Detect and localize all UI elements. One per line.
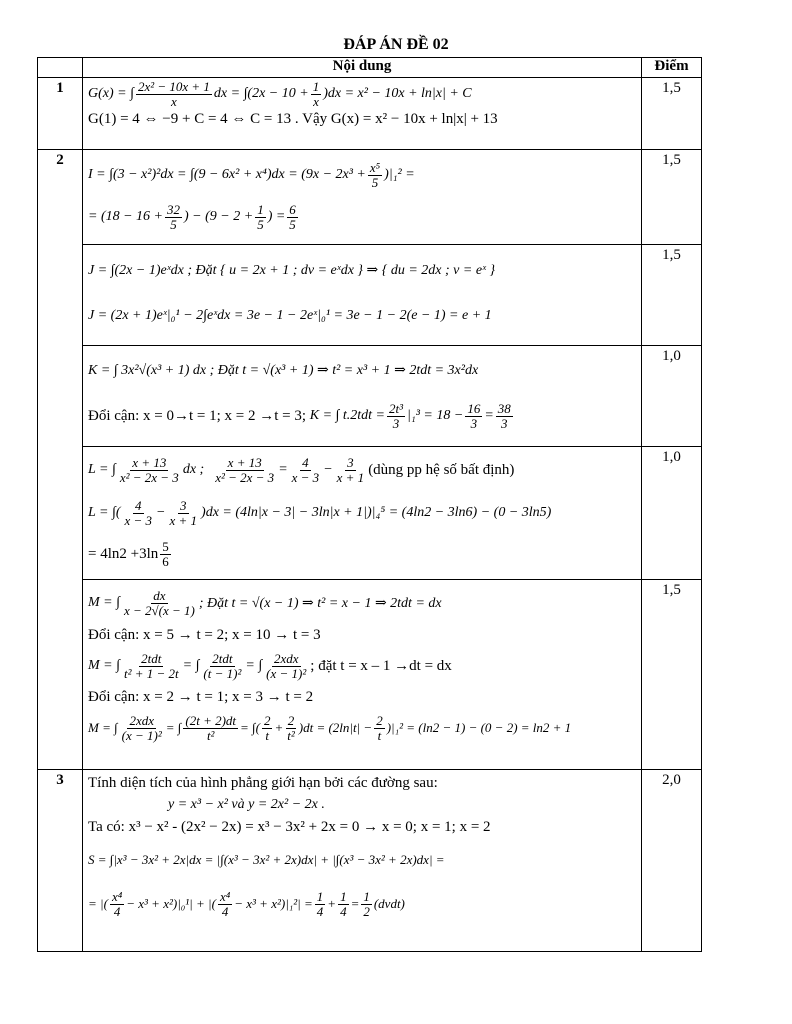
formula-line: J = (2x + 1)eˣ|₀¹ − 2∫eˣdx = 3e − 1 − 2eˣ|₀¹ = 3e − 1 − 2(e − 1) = e + 1	[88, 308, 492, 323]
formula-line: K = ∫ 3x²√(x³ + 1) dx ; Đặt t = √(x³ + 1) ⇒ t² = x³ + 1 ⇒ 2tdt = 3x²dx	[88, 362, 479, 378]
formula-line: Đổi cận: x = 0→t = 1; x = 2 →t = 3; K = ∫ t.2tdt = $\frac{\text{2t³}}{3}$ |₁³ = 18 − $\frac{16}{3}$ = $\frac{38}{3}$	[88, 400, 511, 431]
formula-line: = |( $\frac{\text{x⁴}}{4}$ − x³ + x²)|₀¹| + |( $\frac{\text{x⁴}}{4}$ − x³ + x²)|₁²| = $\frac{1}{4}$ + $\frac{1}{4}$ = $\frac{1}{2}$ (dvdt)	[88, 888, 405, 919]
table-header-row	[38, 58, 702, 78]
formula-line: I = ∫(3 − x²)²dx = ∫(9 − 6x² + x⁴)dx = (9x − 2x³ + $\frac{\text{x⁵}}{5}$ )|₁² =	[88, 159, 415, 190]
formula-line: = (18 − 16 + $\frac{32}{5}$ ) − (9 − 2 + $\frac{1}{5}$ ) = $\frac{6}{5}$	[88, 201, 296, 232]
text-line: Tính diện tích của hình phẳng giới hạn bởi các đường sau:	[88, 774, 438, 791]
points-value: 1,5	[642, 150, 702, 245]
table-row	[38, 346, 702, 447]
points-value: 1,0	[642, 447, 702, 580]
points-value: 2,0	[642, 770, 702, 952]
points-value: 1,0	[642, 346, 702, 447]
formula-line: L = ∫( $\frac{4}{x - 3}$ − $\frac{3}{x + 1}$ )dx = (4ln|x − 3| − 3ln|x + 1|)|₄⁵ = (4ln2 − 3ln6) − (0 − 3ln5)	[88, 497, 552, 528]
table-row	[38, 150, 702, 245]
answer-cell	[83, 150, 642, 245]
answer-cell	[83, 78, 642, 150]
table-row	[38, 78, 702, 150]
formula-line: M = ∫ $\frac{dx}{x - 2√(x - 1)}$ ; Đặt t = √(x − 1) ⇒ t² = x − 1 ⇒ 2tdt = dx	[88, 587, 442, 618]
text-line: G(1) = 4 ⇔ −9 + C = 4 ⇔ C = 13 . Vậy G(x) = x² − 10x + ln|x| + 13	[88, 110, 498, 127]
formula-line: J = ∫(2x − 1)eˣdx ; Đặt { u = 2x + 1 ; dv = eˣdx } ⇒ { du = 2dx ; v = eˣ }	[88, 262, 496, 278]
points-value: 1,5	[642, 245, 702, 346]
header-content: Nội dung	[83, 58, 642, 78]
points-value: 1,5	[642, 78, 702, 150]
formula-line: = 4ln2 +3ln $\frac{5}{6}$	[88, 538, 169, 569]
formula-line: S = ∫|x³ − 3x² + 2x|dx = |∫(x³ − 3x² + 2x)dx| + |∫(x³ − 3x² + 2x)dx| =	[88, 852, 445, 867]
text-line: Đổi cận: x = 5 → t = 2; x = 10 → t = 3	[88, 626, 321, 643]
answer-cell	[83, 245, 642, 346]
formula-line: G(x) = ∫ $\frac{\text{2x² − 10x + 1}}{x}$ dx = ∫(2x − 10 + $\frac{1}{x}$ )dx = x² − 10x + ln|x| + C	[88, 79, 472, 109]
page-title: ĐÁP ÁN ĐỀ 02	[343, 36, 449, 53]
question-number: 1	[38, 78, 83, 150]
answer-cell	[83, 770, 642, 952]
answer-table	[37, 57, 702, 952]
formula-line: y = x³ − x² và y = 2x² − 2x .	[168, 797, 325, 812]
table-row	[38, 245, 702, 346]
points-value: 1,5	[642, 580, 702, 770]
answer-cell	[83, 580, 642, 770]
answer-cell	[83, 447, 642, 580]
table-row	[38, 447, 702, 580]
formula-line: M = ∫ $\frac{\text{2xdx}}{\text{(x − 1)²}}$ = ∫ $\frac{(2t + 2)dt}{\text{t²}}$ = ∫( $\frac{2}{t}$ + $\frac{2}{\text{t²}}$ )dt = (2ln|t| − $\frac{2}{t}$ )|₁² = (ln2 − 1) − (0 − 2) = ln2 + 1	[88, 712, 572, 743]
answer-cell	[83, 346, 642, 447]
question-number: 2	[38, 150, 83, 770]
text-line: Đổi cận: x = 2 → t = 1; x = 3 → t = 2	[88, 688, 314, 705]
question-number: 3	[38, 770, 83, 952]
formula-line: M = ∫ $\frac{\text{2tdt}}{\text{t² + 1 − 2t}}$ = ∫ $\frac{\text{2tdt}}{\text{(t − 1)²}}$ = ∫ $\frac{\text{2xdx}}{\text{(x − 1)²}}$ ; đặt t = x – 1 →dt = dx	[88, 650, 452, 681]
table-row	[38, 580, 702, 770]
header-points: Điểm	[642, 58, 702, 78]
text-line: Ta có: x³ − x² - (2x² − 2x) = x³ − 3x² + 2x = 0 → x = 0; x = 1; x = 2	[88, 818, 491, 835]
table-row	[38, 770, 702, 952]
formula-line: L = ∫ $\frac{x + 13}{\text{x² − 2x − 3}}$ dx ; $\frac{x + 13}{\text{x² − 2x − 3}}$ = $\frac{4}{x - 3}$ − $\frac{3}{x + 1}$ (dùng pp hệ số bất định)	[88, 454, 515, 485]
